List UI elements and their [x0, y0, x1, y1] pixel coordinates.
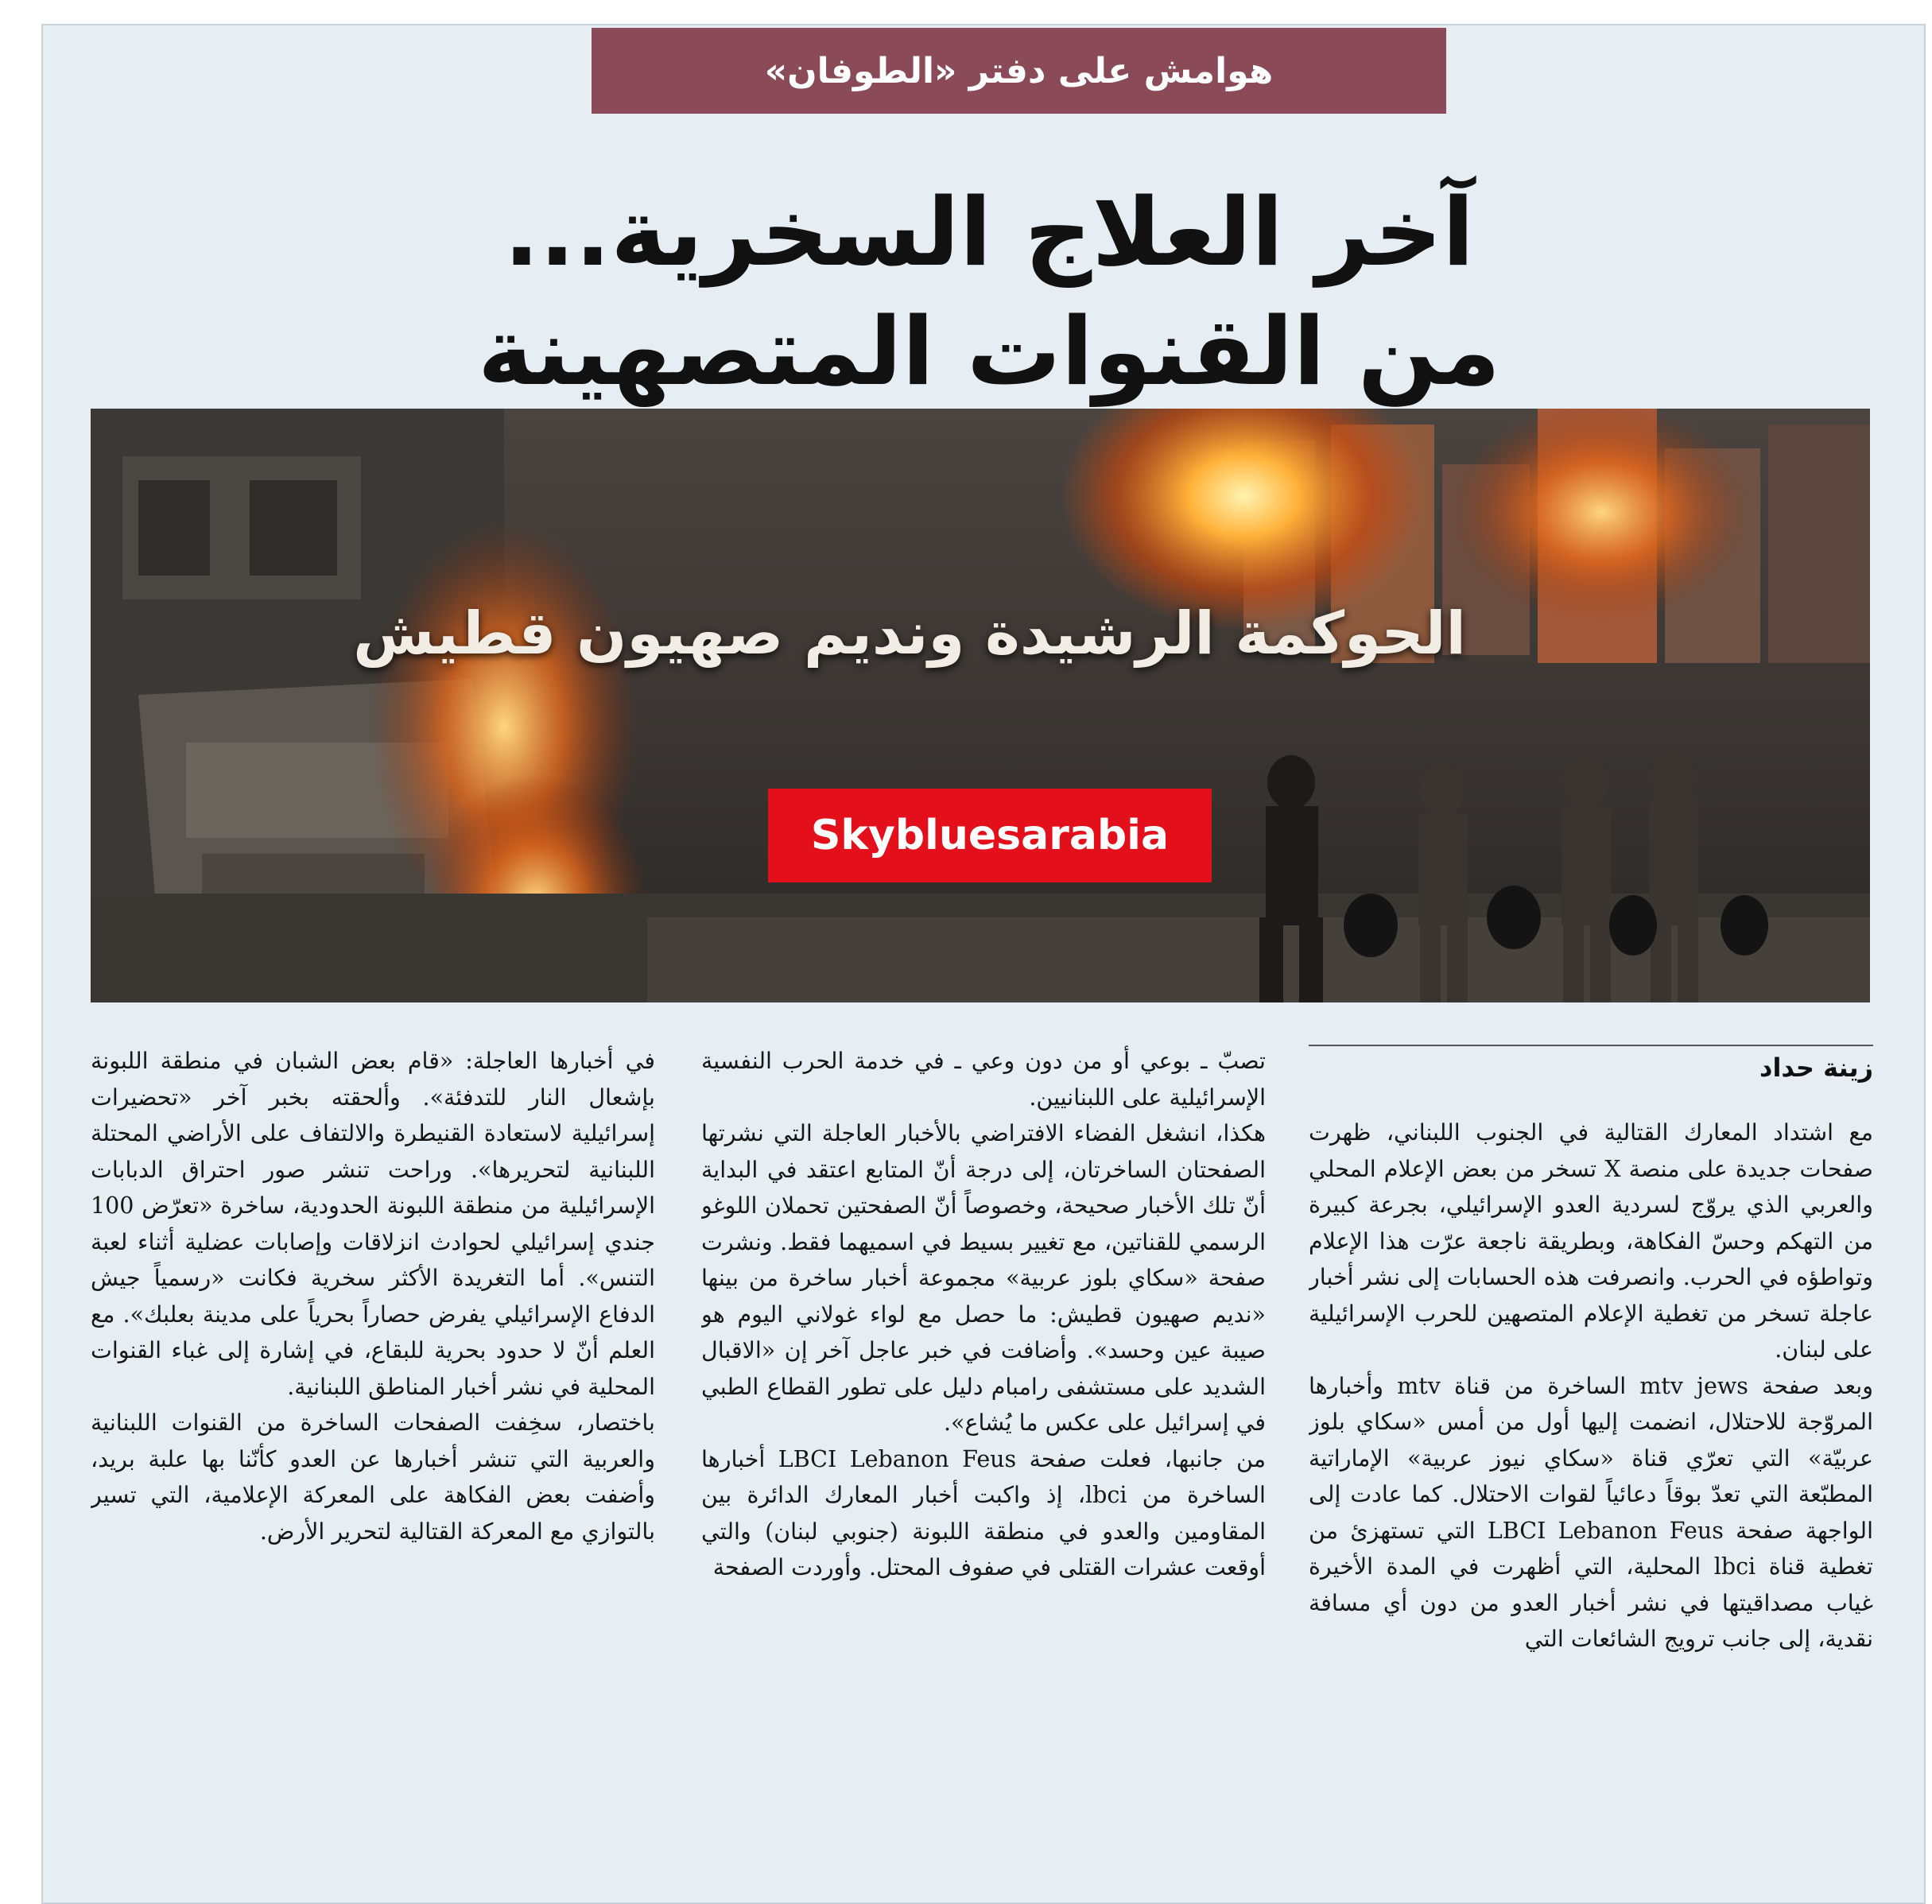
headline-line-2: من القنوات المتصهينة: [477, 297, 1501, 406]
article-column-1: [1309, 1115, 1873, 1894]
badge-text: Skybluesarabia: [810, 812, 1170, 859]
paragraph: من جانبها، فعلت صفحة LBCI Lebanon Feus أخبارها الساخرة من lbci، إذ واكبت أخبار المعارك الدائرة بين المقاومين والعدو في منطقة اللبونة (جنوبي لبنان) والتي أوقعت عشرات القتلى في صفوف المحتل. وأوردت الصفحة: [701, 1445, 1266, 1580]
article-column-3: [91, 1043, 655, 1886]
paragraph: تصبّ ـ بوعي أو من دون وعي ـ في خدمة الحرب النفسية الإسرائيلية على اللبنانيين.: [701, 1048, 1266, 1111]
paragraph: في أخبارها العاجلة: «قام بعض الشبان في منطقة اللبونة بإشعال النار للتدفئة». وألحقته بخبر آخر «تحضيرات إسرائيلية لاستعادة القنيطرة والالتفاف على الأراضي المحتلة اللبنانية لتحريرها». وراحت تنشر صور احتراق الدبابات الإسرائيلية من منطقة اللبونة الحدودية، ساخرة «تعرّض 100 جندي إسرائيلي لحوادث انزلاقات وإصابات عضلية أثناء لعبة التنس». أما التغريدة الأكثر سخرية فكانت «رسمياً جيش الدفاع الإسرائيلي يفرض حصاراً بحرياً على مدينة بعلبك». مع العلم أنّ لا حدود بحرية للبقاع، في إشارة إلى غباء القنوات المحلية في نشر أخبار المناطق اللبنانية.: [91, 1048, 655, 1400]
article-column-2: [701, 1043, 1266, 1886]
paragraph: مع اشتداد المعارك القتالية في الجنوب اللبناني، ظهرت صفحات جديدة على منصة X تسخر من بعض الإعلام المحلي والعربي الذي يروّج لسردية العدو الإسرائيلي، بجرعة كبيرة من التهكم وحسّ الفكاهة، وبطريقة ناجعة عرّت هذا الإعلام وتواطؤه في الحرب. وانصرفت هذه الحسابات إلى نشر أخبار عاجلة تسخر من تغطية الإعلام المتصهين للحرب الإسرائيلية على لبنان.: [1309, 1119, 1873, 1363]
paragraph: هكذا، انشغل الفضاء الافتراضي بالأخبار العاجلة التي نشرتها الصفحتان الساخرتان، إلى درجة أنّ المتابع اعتقد في البداية أنّ تلك الأخبار صحيحة، وخصوصاً أنّ الصفحتين تحملان اللوغو الرسمي للقناتين، مع تغيير بسيط في اسميهما فقط. ونشرت صفحة «سكاي بلوز عربية» مجموعة أخبار ساخرة من بينها «نديم صهيون قطيش: ما حصل مع لواء غولاني اليوم هو صيبة عين وحسد». وأضافت في خبر عاجل آخر إن «الاقبال الشديد على مستشفى رامبام دليل على تطور القطاع الطبي في إسرائيل على عكس ما يُشاع».: [701, 1120, 1266, 1436]
war-scene-illustration: [91, 409, 1870, 1002]
section-kicker: [592, 28, 1446, 114]
byline-rule: [1309, 1045, 1873, 1046]
headline-line-1: آخر العلاج السخرية...: [503, 177, 1475, 287]
newspaper-page: [41, 24, 1926, 1904]
paragraph: وبعد صفحة mtv jews الساخرة من قناة mtv وأخبارها المروّجة للاحتلال، انضمت إليها أول من أمس «سكاي بلوز عربيّة» التي تعرّي قناة «سكاي نيوز عربية» الإماراتية المطبّعة التي تعدّ بوقاً دعائياً لقوات الاحتلال. كما عادت إلى الواجهة صفحة LBCI Lebanon Feus التي تستهزئ من تغطية قناة lbci المحلية، التي أظهرت في المدة الأخيرة غياب مصداقيتها في نشر أخبار العدو من دون أي مسافة نقدية، إلى جانب ترويج الشائعات التي: [1309, 1372, 1873, 1652]
article-photo: [91, 409, 1870, 1002]
paragraph: باختصار، سخِفت الصفحات الساخرة من القنوات اللبنانية والعربية التي تنشر أخبارها عن العدو كأنّنا بها علبة بريد، وأضفت بعض الفكاهة على المعركة الإعلامية، التي تسير بالتوازي مع المعركة القتالية لتحرير الأرض.: [91, 1410, 655, 1545]
kicker-text: هوامش على دفتر «الطوفان»: [764, 50, 1274, 91]
source-logo-badge: [768, 789, 1212, 882]
photo-overlay-caption: الحوكمة الرشيدة ونديم صهيون قطيش: [353, 599, 1466, 668]
author-byline: زينة حداد: [1759, 1053, 1873, 1083]
